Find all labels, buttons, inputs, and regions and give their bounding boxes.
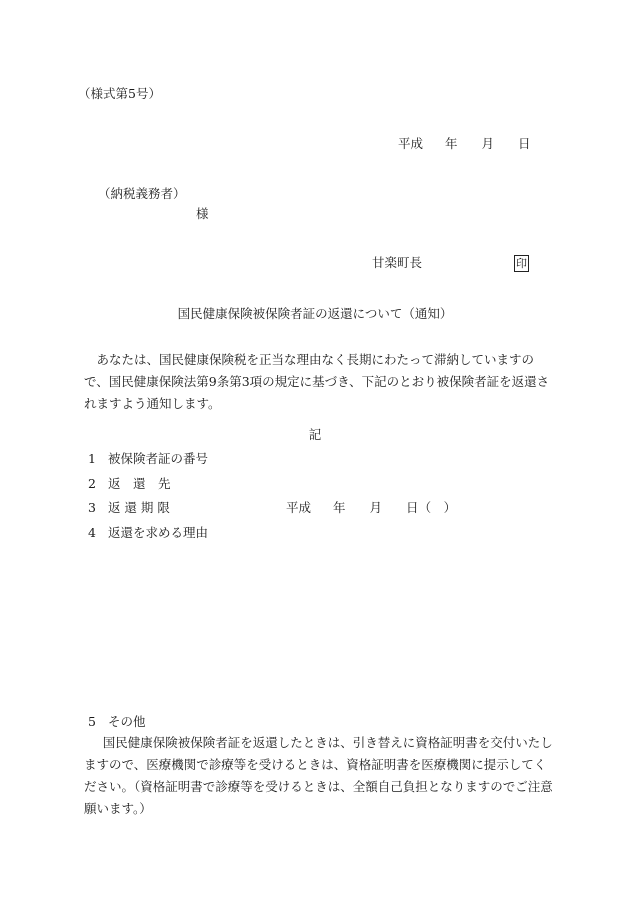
recipient-label: （納税義務者） [98, 186, 186, 201]
document-title: 国民健康保険被保険者証の返還について（通知） [177, 306, 453, 321]
item-number: 3 [88, 500, 96, 515]
deadline-date [286, 498, 456, 516]
item-row-4 [88, 523, 208, 541]
deadline-era: 平成 [286, 500, 312, 515]
item-label: 返還を求める理由 [107, 525, 208, 540]
date-era: 平成 [398, 136, 424, 151]
item-row-2 [88, 474, 170, 492]
item-row-5 [88, 712, 145, 730]
date-day: 日 [518, 136, 531, 151]
date-year: 年 [445, 136, 458, 151]
item-row-3 [88, 498, 170, 516]
body-paragraph: あなたは、国民健康保険税を正当な理由なく長期にわたって滞納していますので、国民健康保険法第9条第3項の規定に基づき、下記のとおり被保険者証を返還されますよう通知します。 [84, 352, 550, 411]
deadline-month: 月 [369, 500, 383, 515]
issuer-title: 甘楽町長 [372, 255, 423, 270]
form-number: （様式第5号） [78, 86, 161, 101]
item-label: 返 還 先 [107, 476, 171, 491]
issuer-line [372, 253, 529, 272]
date-month: 月 [481, 136, 495, 151]
seal-mark: 印 [516, 257, 528, 270]
item-number: 4 [88, 525, 96, 540]
item-label: 返 還 期 限 [107, 500, 170, 515]
item-number: 1 [88, 451, 96, 466]
deadline-year: 年 [333, 500, 346, 515]
item-label: その他 [107, 714, 146, 729]
item-number: 5 [88, 714, 96, 729]
item-label: 被保険者証の番号 [107, 451, 208, 466]
date-line [398, 134, 531, 152]
item-number: 2 [88, 476, 96, 491]
item-row-1 [88, 449, 208, 467]
ki-heading: 記 [308, 427, 322, 442]
deadline-paren: （ ） [418, 500, 457, 515]
other-paragraph: 国民健康保険被保険者証を返還したときは、引き替えに資格証明書を交付いたしますので、医療機関で診療等を受けるときは、資格証明書を医療機関に提示してください。（資格証明書で診療等を受けるときは、全額自己負担となりますのでご注意願います。） [84, 735, 553, 816]
deadline-day: 日 [406, 500, 419, 515]
recipient-honorific: 様 [196, 206, 209, 221]
